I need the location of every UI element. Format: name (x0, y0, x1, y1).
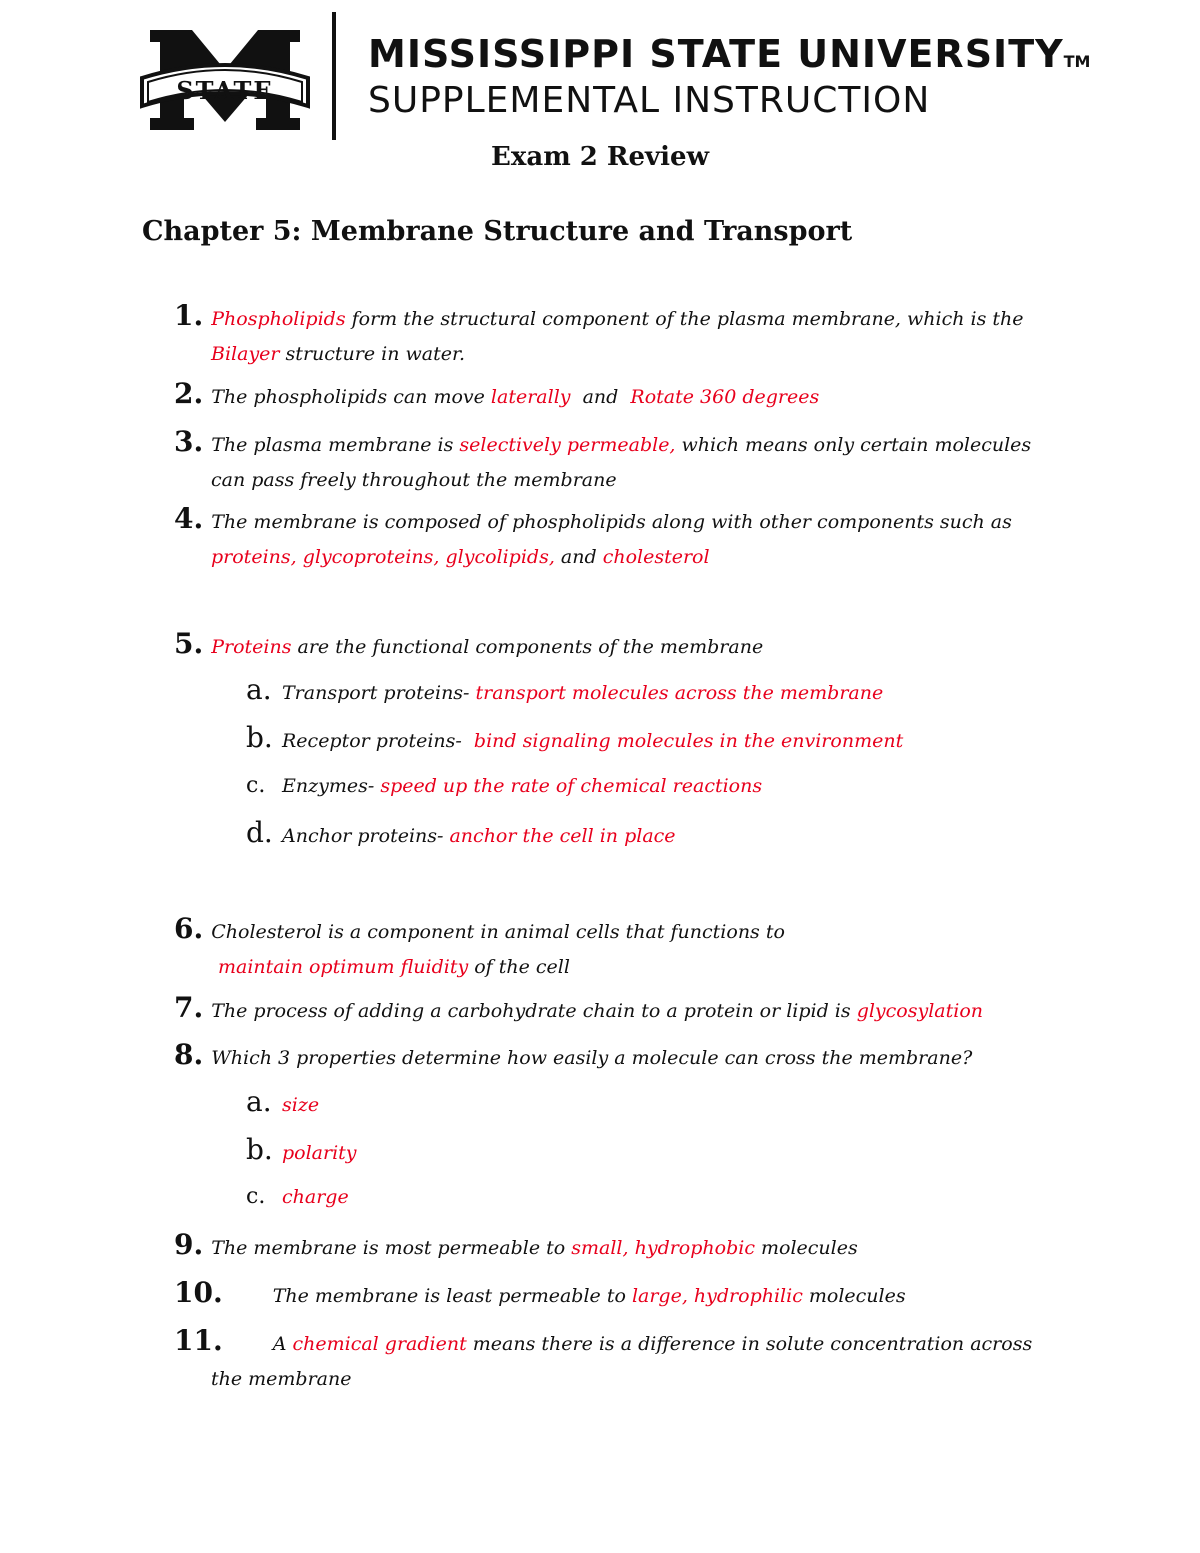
question-number: 11. (174, 1324, 223, 1357)
question-number: 10. (174, 1276, 223, 1309)
answer: chemical gradient (292, 1333, 467, 1355)
answer: cholesterol (602, 546, 710, 568)
answer: laterally (490, 386, 571, 408)
question-text: The plasma membrane is (211, 434, 460, 456)
chapter-heading: Chapter 5: Membrane Structure and Transport (142, 216, 853, 247)
answer: proteins, glycoproteins, glycolipids, (211, 546, 555, 568)
answer: transport molecules across the membrane (475, 682, 884, 704)
answer: speed up the rate of chemical reactions (380, 775, 763, 797)
question-4 (174, 501, 1012, 575)
question-5 (174, 626, 763, 665)
logo-text: STATE (176, 76, 274, 105)
sub-label: Anchor proteins- (282, 825, 450, 847)
question-8 (174, 1037, 972, 1076)
sub-item (246, 1179, 349, 1215)
question-text: and (554, 546, 603, 568)
answer: Phospholipids (211, 308, 346, 330)
answer: charge (282, 1186, 349, 1208)
question-6 (174, 911, 785, 985)
answer: selectively permeable, (459, 434, 676, 456)
trademark: TM (1063, 52, 1091, 71)
answer: glycosylation (856, 1000, 984, 1022)
question-text: means there is a difference in solute concentration across (466, 1333, 1033, 1355)
question-1 (174, 298, 1024, 372)
question-text: A (272, 1333, 293, 1355)
question-text: The process of adding a carbohydrate chain to a protein or lipid is (211, 1000, 857, 1022)
question-text: structure in water. (279, 343, 465, 365)
page-header (140, 8, 1091, 140)
answer: maintain optimum fluidity (218, 956, 469, 978)
question-text: molecules (754, 1237, 858, 1259)
sub-item (246, 815, 676, 854)
msu-state-logo (140, 22, 310, 138)
question-number: 2. (174, 377, 204, 410)
sub-letter: a. (246, 1085, 272, 1118)
sub-item (246, 720, 903, 759)
answer: large, hydrophilic (631, 1285, 803, 1307)
sub-item (246, 1084, 319, 1123)
question-number: 4. (174, 502, 204, 535)
question-text: of the cell (468, 956, 570, 978)
university-name: MISSISSIPPI STATE UNIVERSITYTM (368, 32, 1091, 76)
question-text: molecules (802, 1285, 906, 1307)
question-text: which means only certain molecules (675, 434, 1032, 456)
program-name: SUPPLEMENTAL INSTRUCTION (368, 80, 931, 121)
question-text: the membrane (211, 1368, 352, 1390)
sub-item (246, 1132, 357, 1171)
question-number: 3. (174, 425, 204, 458)
answer: small, hydrophobic (571, 1237, 755, 1259)
answer: polarity (282, 1142, 357, 1164)
sub-letter: c. (246, 773, 266, 798)
sub-label: Enzymes- (282, 775, 381, 797)
sub-item (246, 672, 883, 711)
question-text: The membrane is most permeable to (211, 1237, 572, 1259)
sub-item (246, 768, 762, 804)
sub-letter: a. (246, 673, 272, 706)
sub-letter: d. (246, 816, 273, 849)
answer: size (282, 1094, 320, 1116)
question-text: The membrane is least permeable to (272, 1285, 632, 1307)
question-number: 7. (174, 991, 204, 1024)
question-text: form the structural component of the plasma membrane, which is the (345, 308, 1024, 330)
question-text: The phospholipids can move (211, 386, 491, 408)
question-7 (174, 990, 983, 1029)
answer: Bilayer (211, 343, 280, 365)
question-text: Which 3 properties determine how easily a molecule can cross the membrane? (211, 1047, 973, 1069)
question-2 (174, 376, 819, 415)
question-text: Cholesterol is a component in animal cells that functions to (211, 921, 785, 943)
question-number: 1. (174, 299, 204, 332)
answer: Rotate 360 degrees (630, 386, 820, 408)
sub-label: Transport proteins- (282, 682, 476, 704)
answer: bind signaling molecules in the environment (473, 730, 904, 752)
answer: Proteins (211, 636, 292, 658)
question-text: The membrane is composed of phospholipids along with other components such as (211, 511, 1012, 533)
question-11 (174, 1323, 1032, 1397)
question-9 (174, 1227, 858, 1266)
sub-letter: b. (246, 1133, 273, 1166)
question-number: 6. (174, 912, 204, 945)
question-number: 8. (174, 1038, 204, 1071)
sub-letter: b. (246, 721, 273, 754)
question-number: 9. (174, 1228, 204, 1261)
question-text: are the functional components of the membrane (291, 636, 764, 658)
question-10 (174, 1275, 906, 1314)
question-number: 5. (174, 627, 204, 660)
answer: anchor the cell in place (449, 825, 676, 847)
header-divider (332, 12, 336, 140)
document-title: Exam 2 Review (491, 142, 709, 172)
sub-label: Receptor proteins- (282, 730, 474, 752)
question-3 (174, 424, 1031, 498)
sub-letter: c. (246, 1184, 266, 1209)
question-text: and (570, 386, 631, 408)
question-text: can pass freely throughout the membrane (211, 469, 617, 491)
